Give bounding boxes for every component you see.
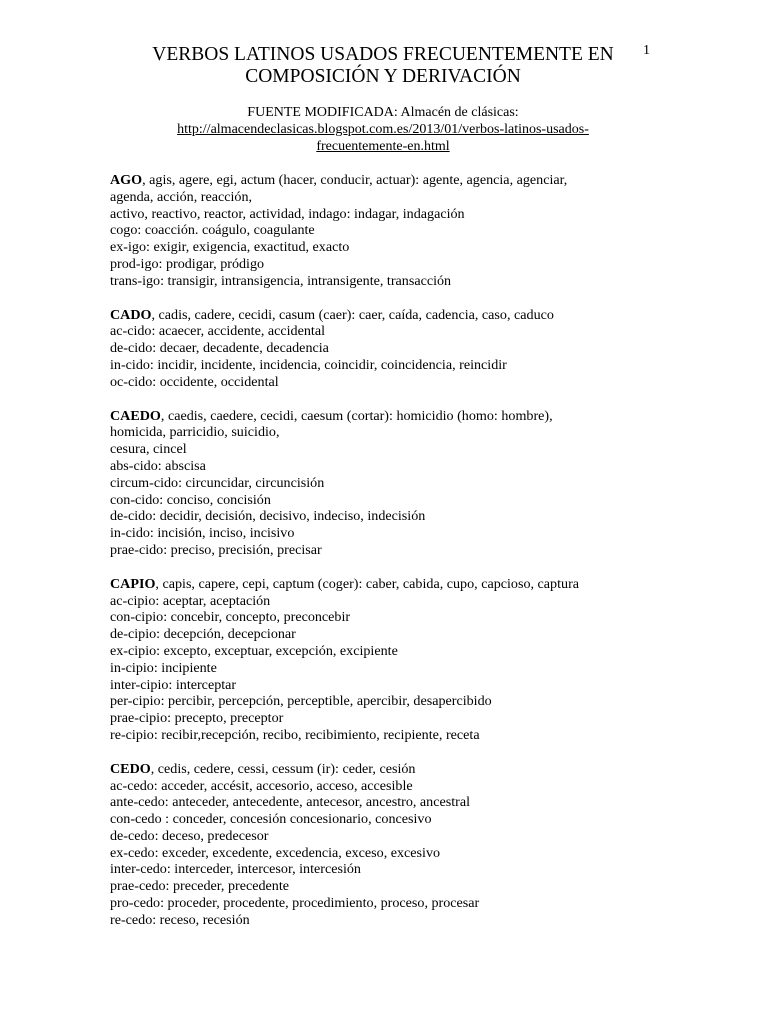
verb-entry-heading-line xyxy=(110,307,670,324)
derivation-line: ex-igo: exigir, exigencia, exactitud, exacto xyxy=(110,239,350,256)
derivation-line: de-cedo: deceso, predecesor xyxy=(110,827,269,844)
derivation-line: re-cipio: recibir,recepción, recibo, recibimiento, recipiente, receta xyxy=(110,726,480,743)
verb-principal-parts: , capis, capere, cepi, captum (coger): caber, cabida, cupo, capcioso, captura xyxy=(155,575,580,592)
document-title xyxy=(110,44,656,88)
derivation-line: prae-cido: preciso, precisión, precisar xyxy=(110,541,322,558)
derivation-line: con-cido: conciso, concisión xyxy=(110,491,271,508)
verb-entry-heading-line xyxy=(110,172,670,189)
verb-entry-heading-line xyxy=(110,761,670,778)
source-block xyxy=(110,104,656,155)
source-link-line-2[interactable]: frecuentemente-en.html xyxy=(316,139,450,154)
derivation-line: de-cipio: decepción, decepcionar xyxy=(110,626,296,643)
derivation-line: circum-cido: circuncidar, circuncisión xyxy=(110,474,325,491)
verb-principal-parts: , agis, agere, egi, actum (hacer, conducir, actuar): agente, agencia, agenciar, xyxy=(142,172,568,188)
source-label: FUENTE MODIFICADA: Almacén de clásicas: xyxy=(247,105,519,120)
derivation-line: cesura, cincel xyxy=(110,441,187,458)
derivation-line: activo, reactivo, reactor, actividad, indago: indagar, indagación xyxy=(110,205,465,222)
verb-principal-parts: , caedis, caedere, cecidi, caesum (cortar): homicidio (homo: hombre), xyxy=(160,407,553,424)
derivation-line: prod-igo: prodigar, pródigo xyxy=(110,255,265,272)
title-line-2: COMPOSICIÓN Y DERIVACIÓN xyxy=(245,66,521,87)
derivation-line: re-cedo: receso, recesión xyxy=(110,911,250,928)
derivation-line: in-cido: incidir, incidente, incidencia, coincidir, coincidencia, reincidir xyxy=(110,356,507,373)
verb-headword: AGO xyxy=(110,172,143,188)
derivation-line: cogo: coacción. coágulo, coagulante xyxy=(110,222,315,239)
derivation-line: ac-cido: acaecer, accidente, accidental xyxy=(110,323,325,340)
verb-headword: CAPIO xyxy=(110,575,156,592)
verb-entry-heading-line xyxy=(110,576,670,593)
derivation-line: per-cipio: percibir, percepción, perceptible, apercibir, desapercibido xyxy=(110,693,492,710)
title-line-1: VERBOS LATINOS USADOS FRECUENTEMENTE EN xyxy=(152,44,614,65)
derivation-line: oc-cido: occidente, occidental xyxy=(110,373,279,390)
derivation-line: in-cipio: incipiente xyxy=(110,659,217,676)
derivation-line: abs-cido: abscisa xyxy=(110,457,206,474)
derivation-line: in-cido: incisión, inciso, incisivo xyxy=(110,525,295,542)
derivation-line: pro-cedo: proceder, procedente, procedimiento, proceso, procesar xyxy=(110,895,480,912)
verb-headword: CEDO xyxy=(110,760,151,777)
derivation-line: ante-cedo: anteceder, antecedente, antecesor, ancestro, ancestral xyxy=(110,794,470,811)
derivation-line: prae-cipio: precepto, preceptor xyxy=(110,710,284,727)
verb-principal-parts: , cadis, cadere, cecidi, casum (caer): caer, caída, cadencia, caso, caduco xyxy=(151,306,554,323)
verb-entry-cedo xyxy=(110,761,670,929)
derivation-line: ac-cedo: acceder, accésit, accesorio, acceso, accesible xyxy=(110,777,413,794)
derivation-line: ex-cedo: exceder, excedente, excedencia, exceso, excesivo xyxy=(110,844,441,861)
verb-headword: CAEDO xyxy=(110,407,161,424)
verb-principal-parts: , cedis, cedere, cessi, cessum (ir): ceder, cesión xyxy=(150,760,416,777)
derivation-line: ex-cipio: excepto, exceptuar, excepción, excipiente xyxy=(110,642,398,659)
page-number: 1 xyxy=(643,43,650,58)
derivation-line: prae-cedo: preceder, precedente xyxy=(110,878,290,895)
verb-entry-capio xyxy=(110,576,670,744)
derivation-line: ac-cipio: aceptar, aceptación xyxy=(110,592,271,609)
derivation-line: con-cedo : conceder, concesión concesionario, concesivo xyxy=(110,811,432,828)
derivation-line: agenda, acción, reacción, xyxy=(110,188,253,205)
verb-entry-heading-line xyxy=(110,408,670,425)
derivation-line: de-cido: decidir, decisión, decisivo, indeciso, indecisión xyxy=(110,508,426,525)
verb-entry-ago xyxy=(110,172,670,290)
derivation-line: con-cipio: concebir, concepto, preconcebir xyxy=(110,609,351,626)
verb-entry-cado xyxy=(110,307,670,391)
derivation-line: homicida, parricidio, suicidio, xyxy=(110,424,280,441)
derivation-line: de-cido: decaer, decadente, decadencia xyxy=(110,340,329,357)
source-link-line-1[interactable]: http://almacendeclasicas.blogspot.com.es/2013/01/verbos-latinos-usados- xyxy=(177,122,589,137)
verb-entry-caedo xyxy=(110,408,670,559)
derivation-line: trans-igo: transigir, intransigencia, intransigente, transacción xyxy=(110,272,452,289)
verb-headword: CADO xyxy=(110,306,152,323)
derivation-line: inter-cedo: interceder, intercesor, intercesión xyxy=(110,861,361,878)
derivation-line: inter-cipio: interceptar xyxy=(110,676,237,693)
verb-list xyxy=(110,172,670,946)
